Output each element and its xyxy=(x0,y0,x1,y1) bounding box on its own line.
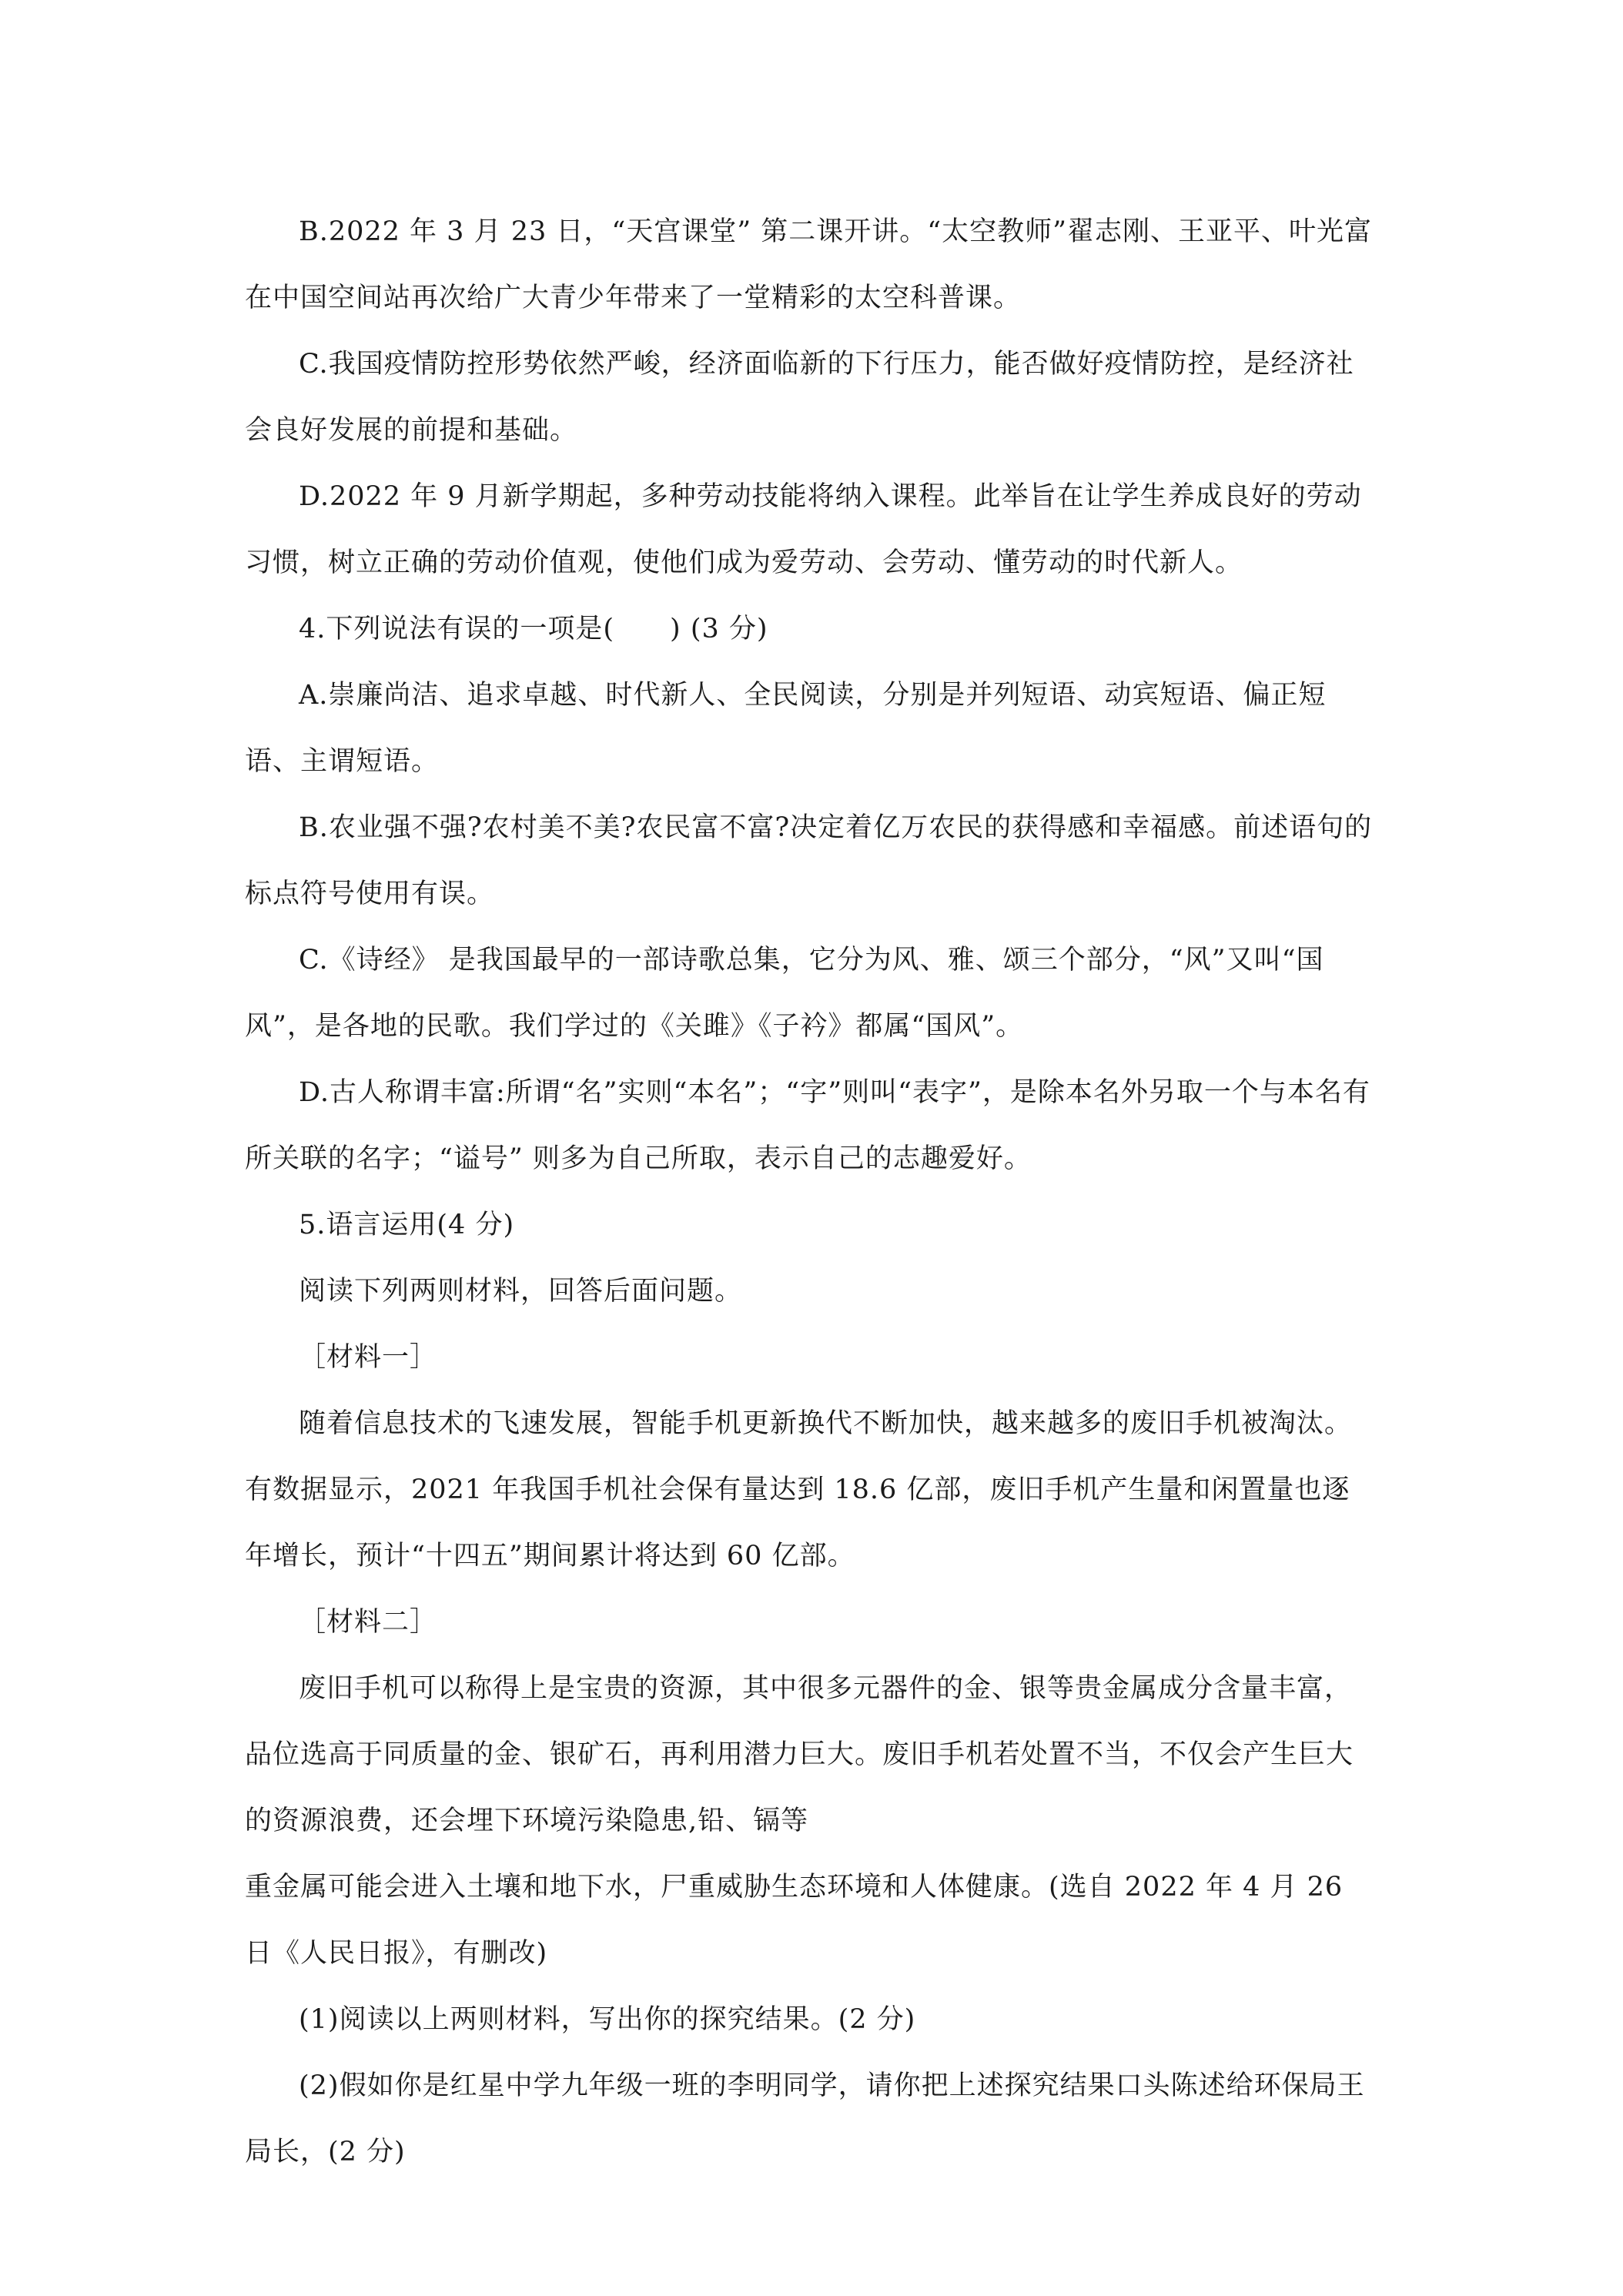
option-d-labor: D.2022 年 9 月新学期起，多种劳动技能将纳入课程。此举旨在让学生养成良好的劳动习惯，树立正确的劳动价值观，使他们成为爱劳动、会劳动、懂劳动的时代新人。 xyxy=(245,481,1362,578)
question-5-part-2: (2)假如你是红星中学九年级一班的李明同学，请你把上述探究结果口头陈述给环保局王局长，(2 分) xyxy=(245,2070,1365,2167)
question-4-option-c: C.《诗经》 是我国最早的一部诗歌总集，它分为风、雅、颂三个部分，“风”又叫“国风”，是各地的民歌。我们学过的《关雎》《子衿》都属“国风”。 xyxy=(245,945,1324,1042)
question-5-instruction: 阅读下列两则材料，回答后面问题。 xyxy=(299,1276,743,1307)
material-2-text-continued: 重金属可能会进入土壤和地下水，尸重威胁生态环境和人体健康。(选自 2022 年 4 月 26 日《人民日报》，有删改) xyxy=(245,1872,1344,1969)
option-b-tiangong: B.2022 年 3 月 23 日，“天宫课堂” 第二课开讲。“太空教师”翟志刚、王亚平、叶光富在中国空间站再次给广大青少年带来了一堂精彩的太空科普课。 xyxy=(245,216,1373,313)
question-5-stem: 5.语言运用(4 分) xyxy=(299,1210,515,1240)
option-c-epidemic: C.我国疫情防控形势依然严峻，经济面临新的下行压力，能否做好疫情防控，是经济社会良好发展的前提和基础。 xyxy=(245,349,1354,446)
question-4-option-d: D.古人称谓丰富:所谓“名”实则“本名”；“字”则叫“表字”，是除本名外另取一个与本名有所关联的名字；“谥号” 则多为自己所取，表示自己的志趣爱好。 xyxy=(245,1077,1370,1174)
question-4-stem: 4.下列说法有误的一项是( ) (3 分) xyxy=(299,614,768,644)
material-1-heading: ［材料一］ xyxy=(299,1342,438,1373)
question-4-option-b: B.农业强不强?农村美不美?农民富不富?决定着亿万农民的获得感和幸福感。前述语句的标点符号使用有误。 xyxy=(245,812,1373,909)
material-2-heading: ［材料二］ xyxy=(299,1607,438,1638)
question-5-part-1: (1)阅读以上两则材料，写出你的探究结果。(2 分) xyxy=(299,2004,916,2035)
question-4-option-a: A.崇廉尚洁、追求卓越、时代新人、全民阅读，分别是并列短语、动宾短语、偏正短语、主谓短语。 xyxy=(245,680,1327,777)
material-1-text: 随着信息技术的飞速发展，智能手机更新换代不断加快，越来越多的废旧手机被淘汰。有数据显示，2021 年我国手机社会保有量达到 18.6 亿部，废旧手机产生量和闲置量也逐年增长，预计“十四五”期间累计将达到 60 亿部。 xyxy=(245,1408,1353,1571)
document-body xyxy=(245,199,1377,2185)
material-2-text: 废旧手机可以称得上是宝贵的资源，其中很多元器件的金、银等贵金属成分含量丰富，品位选高于同质量的金、银矿石，再利用潜力巨大。废旧手机若处置不当，不仅会产生巨大的资源浪费，还会埋下环境污染隐患,铅、镉等 xyxy=(245,1673,1354,1836)
